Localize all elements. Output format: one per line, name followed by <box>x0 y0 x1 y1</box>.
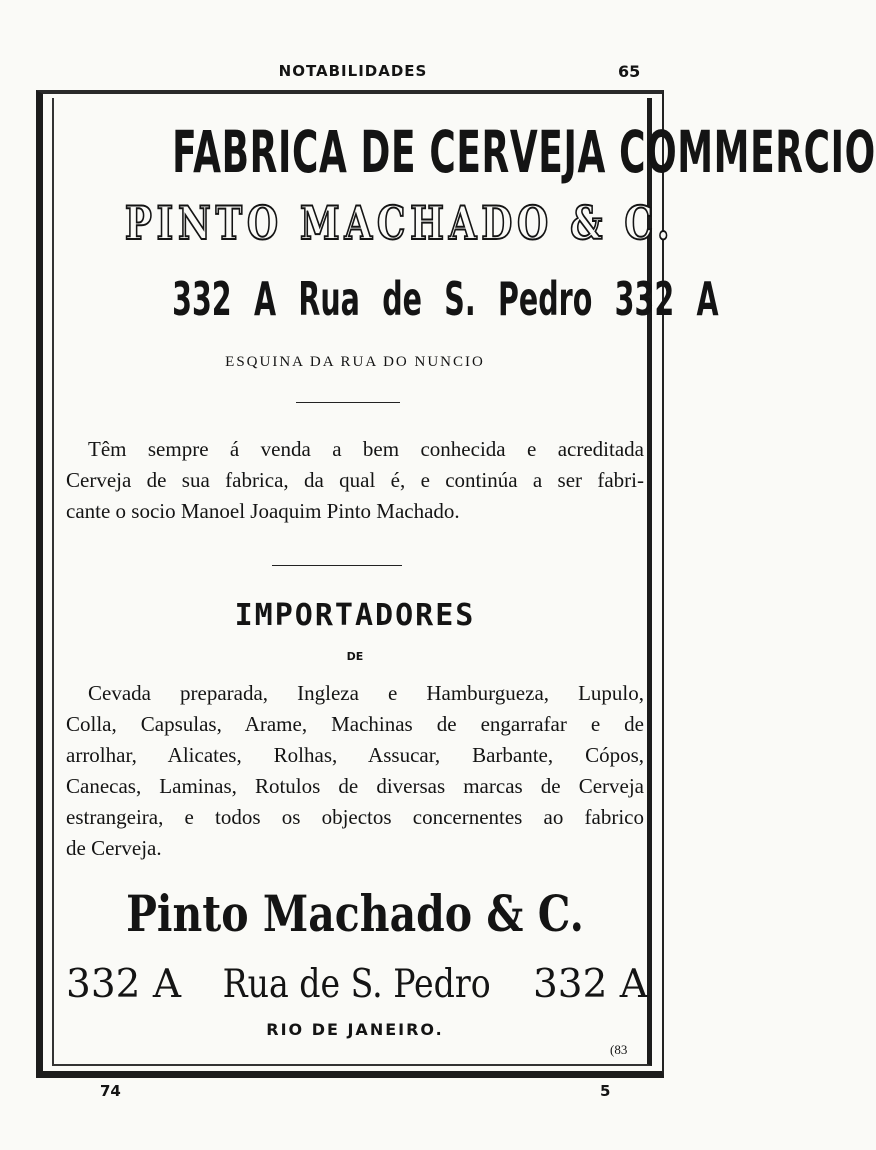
address-street: Rua de S. Pedro <box>222 962 492 1007</box>
paragraph-2-line: Colla, Capsulas, Arame, Machinas de engarrafar e de <box>66 712 644 736</box>
footer-right-number: 5 <box>600 1082 611 1100</box>
ad-city: RIO DE JANEIRO. <box>266 1020 444 1039</box>
ad-firm-bottom: Pinto Machado & C. <box>126 884 584 943</box>
ad-heading: FABRICA DE CERVEJA COMMERCIO <box>172 118 876 186</box>
divider-1 <box>296 402 400 403</box>
paragraph-1-line: Têm sempre á venda a bem conhecida e acreditada <box>88 437 644 461</box>
paragraph-1-line: Cerveja de sua fabrica, da qual é, e continúa a ser fabri- <box>66 468 644 492</box>
page-number: 65 <box>618 62 641 81</box>
ad-address-bottom <box>66 960 648 1010</box>
divider-2 <box>272 565 402 566</box>
ad-paragraph-2 <box>66 678 644 864</box>
footer-left-number: 74 <box>100 1082 121 1100</box>
address-number-left: 332 A <box>66 962 182 1007</box>
paragraph-2-line: arrolhar, Alicates, Rolhas, Assucar, Barbante, Cópos, <box>66 743 644 767</box>
address-number-right: 332 A <box>532 962 648 1007</box>
ad-address-top: 332 A Rua de S. Pedro 332 A <box>172 272 719 326</box>
paragraph-2-line: Cevada preparada, Ingleza e Hamburgueza, Lupulo, <box>88 681 644 705</box>
paragraph-2-line: de Cerveja. <box>66 836 162 860</box>
ad-firm-name: PINTO MACHADO & C. <box>124 196 675 250</box>
paragraph-2-line: estrangeira, e todos os objectos concernentes ao fabrico <box>66 805 644 829</box>
de-label: DE <box>346 650 364 663</box>
page-header-title: NOTABILIDADES <box>278 62 428 80</box>
ad-corner-note: ESQUINA DA RUA DO NUNCIO <box>225 354 485 370</box>
importadores-heading: IMPORTADORES <box>234 598 476 633</box>
paragraph-1-line: cante o socio Manoel Joaquim Pinto Machado. <box>66 499 460 523</box>
ad-paragraph-1 <box>66 434 644 527</box>
paragraph-2-line: Canecas, Laminas, Rotulos de diversas marcas de Cerveja <box>66 774 644 798</box>
ad-reference: (83 <box>610 1042 628 1057</box>
